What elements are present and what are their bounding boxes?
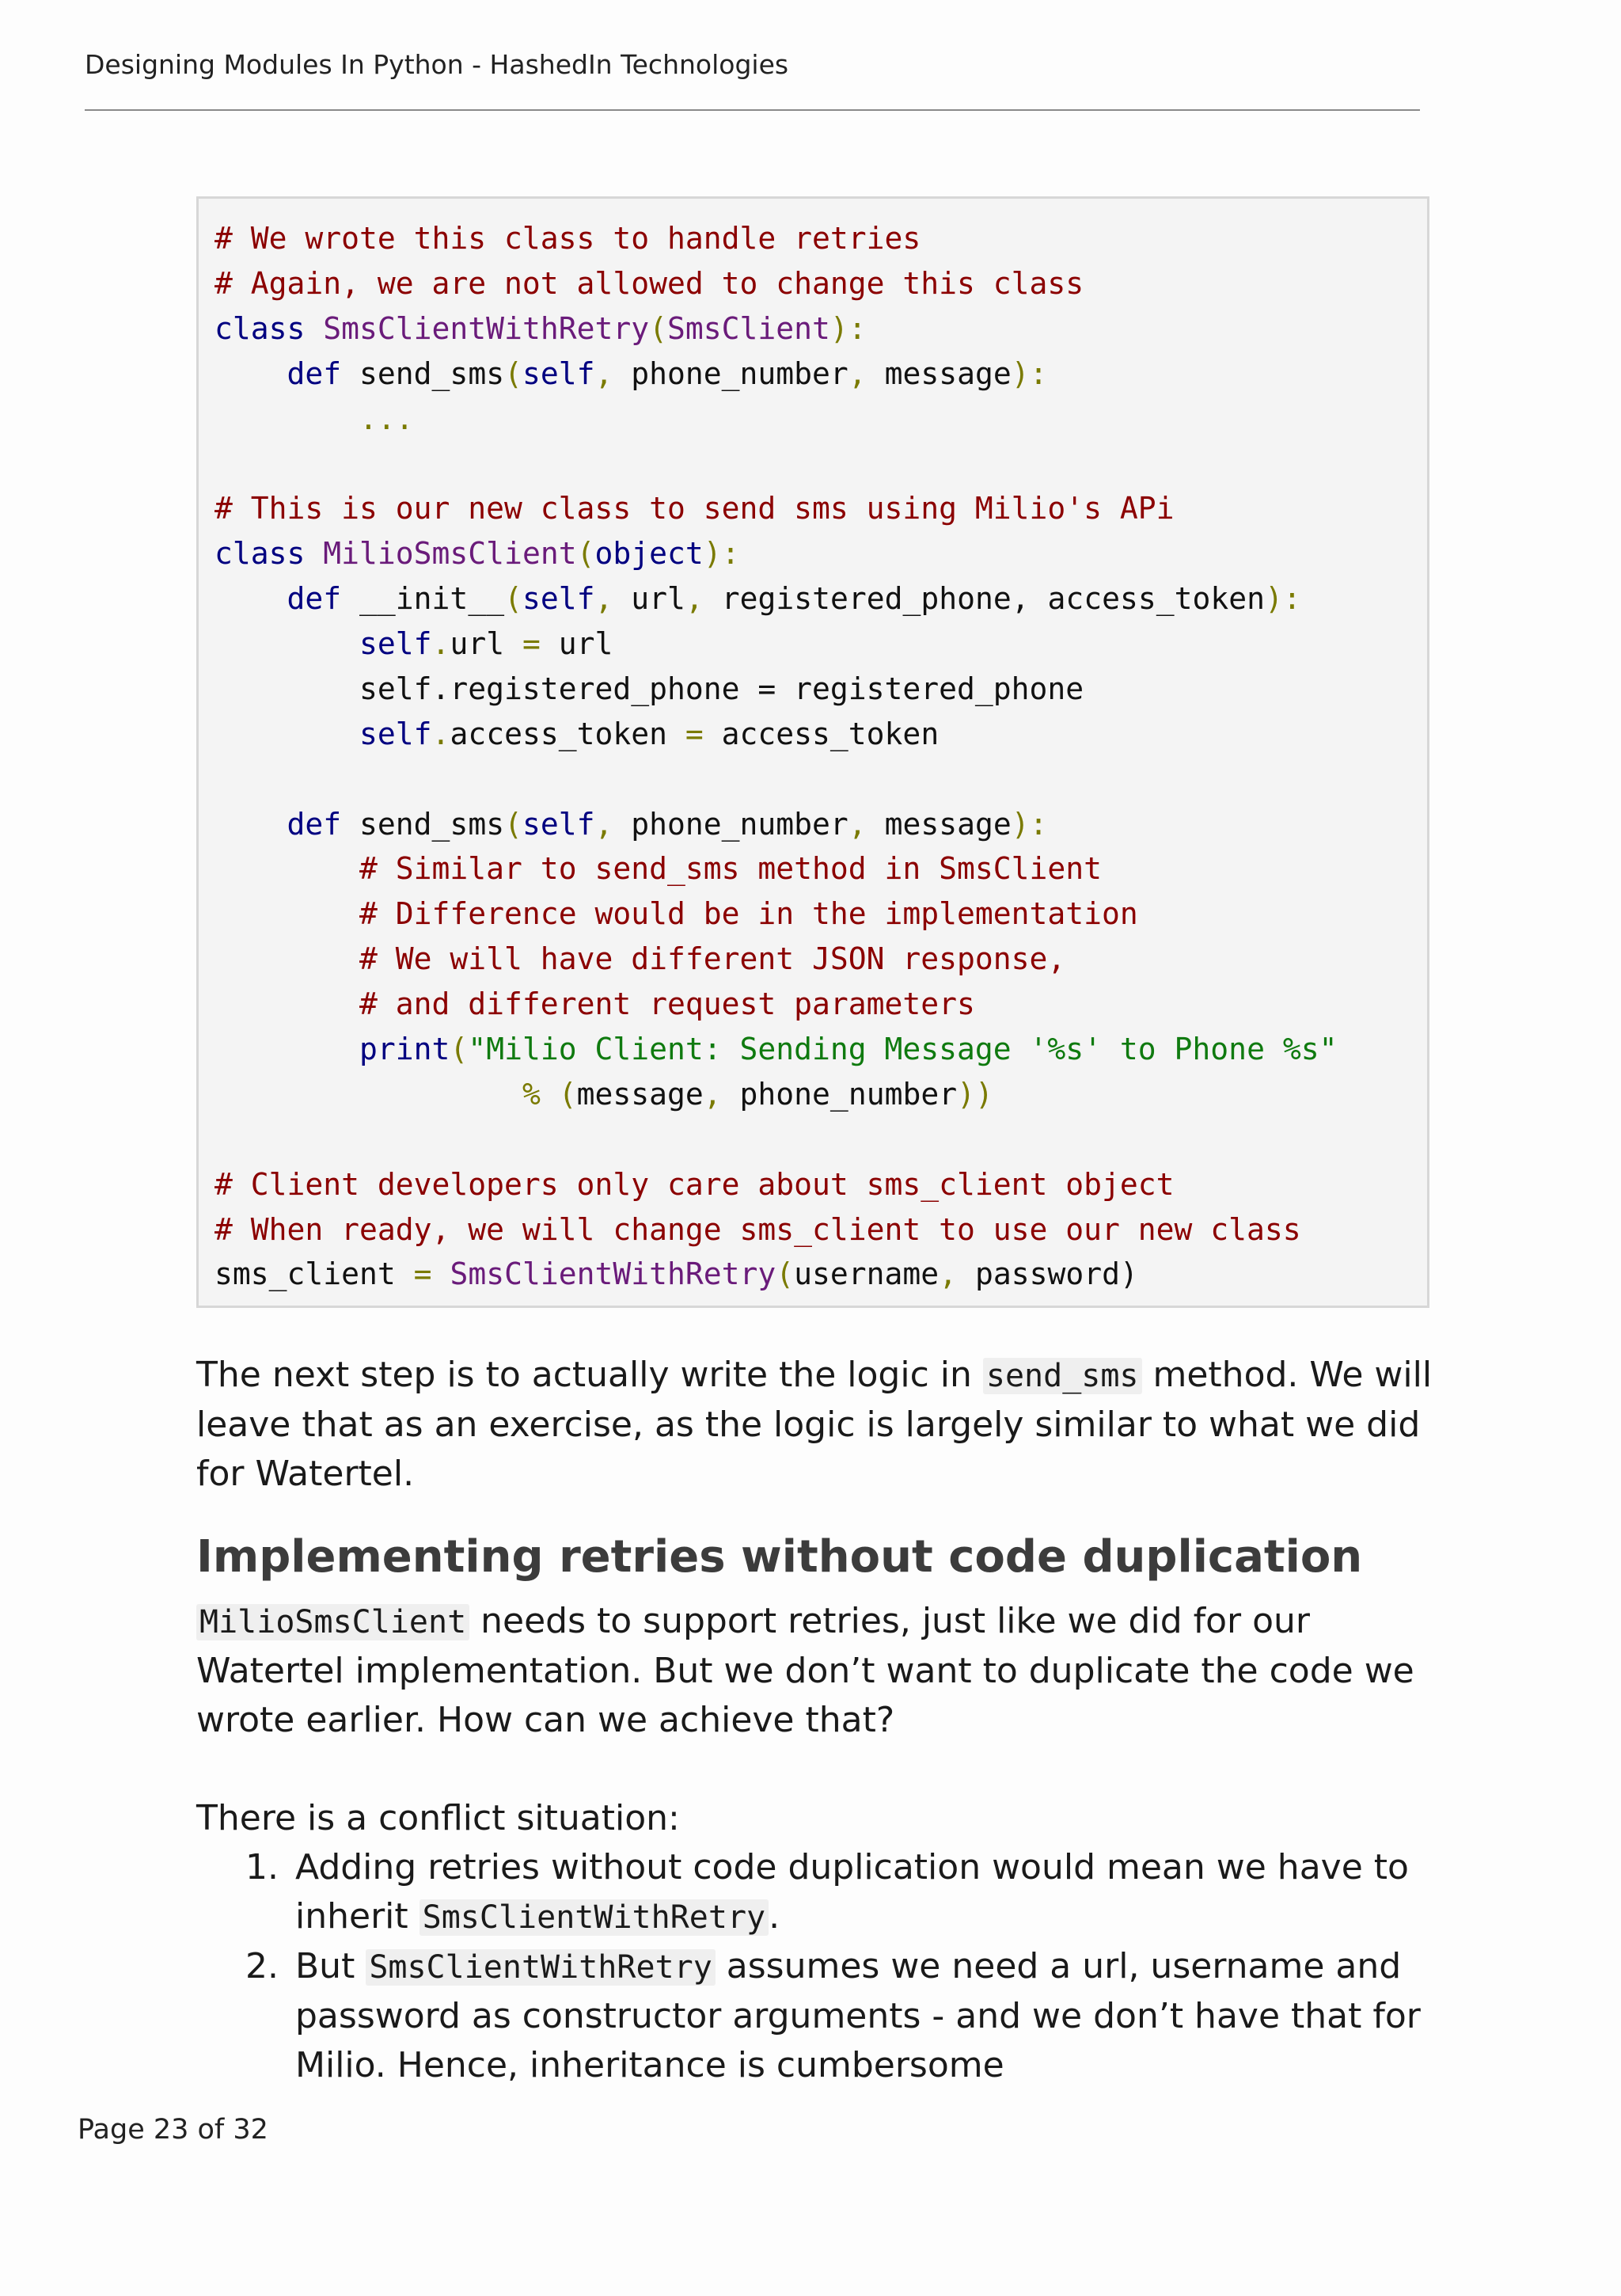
- list-item: [196, 1843, 1433, 1942]
- code-punctuation: ):: [1265, 581, 1301, 617]
- code-line: # Client developers only care about sms_client object: [214, 1166, 1175, 1202]
- code-attr: access_token: [450, 716, 667, 751]
- code-comment: # and different request parameters: [359, 986, 975, 1022]
- code-arg: message: [576, 1076, 704, 1112]
- numbered-list: [196, 1843, 1433, 2090]
- code-arg: phone_number: [631, 355, 848, 391]
- code-punctuation: (: [576, 536, 595, 572]
- code-line: [214, 667, 1427, 712]
- code-line: [214, 352, 1427, 397]
- code-class-name: SmsClientWithRetry: [450, 1256, 776, 1292]
- code-statement: self.registered_phone = registered_phone: [359, 671, 1084, 706]
- code-punctuation: ,: [594, 355, 613, 391]
- code-arg: phone_number: [739, 1076, 958, 1112]
- code-blank-line: [214, 1117, 1427, 1162]
- code-punctuation: ):: [1011, 355, 1048, 391]
- code-string: "Milio Client: Sending Message '%s' to Phone %s": [468, 1032, 1338, 1067]
- code-blank-line: [214, 441, 1427, 486]
- code-punctuation: ):: [1011, 806, 1048, 842]
- paragraph-text: method. We will leave that as an exercise, as the logic is largely similar to what we did for Watertel.: [196, 1355, 1433, 1494]
- code-function-name: send_sms: [359, 806, 505, 842]
- code-arg: message: [884, 355, 1012, 391]
- code-line: [214, 306, 1427, 352]
- code-value: url: [558, 626, 613, 662]
- code-line: [214, 1252, 1427, 1297]
- code-punctuation: (: [558, 1076, 577, 1112]
- list-item-text: .: [769, 1896, 780, 1937]
- inline-code: send_sms: [983, 1358, 1142, 1394]
- code-arg: username: [794, 1256, 940, 1292]
- code-punctuation: ,: [848, 355, 867, 391]
- code-punctuation: ):: [703, 536, 740, 572]
- code-self: self: [359, 626, 432, 662]
- header-divider: [85, 109, 1420, 111]
- code-self: self: [522, 806, 595, 842]
- code-punctuation: (: [649, 310, 667, 346]
- code-punctuation: .: [431, 716, 450, 751]
- code-operator: =: [413, 1256, 432, 1292]
- code-punctuation: ,: [685, 581, 704, 617]
- code-keyword: def: [287, 806, 342, 842]
- code-arg: url: [631, 581, 685, 617]
- code-punctuation: )): [957, 1076, 993, 1112]
- code-line: [214, 1072, 1427, 1117]
- code-line: [214, 397, 1427, 442]
- code-line: [214, 531, 1427, 576]
- inline-code: SmsClientWithRetry: [366, 1949, 715, 1986]
- code-line: # Again, we are not allowed to change this class: [214, 265, 1084, 301]
- code-arg: access_token: [1047, 581, 1266, 617]
- code-line: [214, 622, 1427, 667]
- list-number: 1.: [245, 1847, 279, 1887]
- code-value: access_token: [721, 716, 940, 751]
- paragraph: [196, 1597, 1433, 1745]
- paragraph: [196, 1351, 1433, 1499]
- code-line: # We wrote this class to handle retries: [214, 221, 921, 256]
- code-line: [214, 712, 1427, 757]
- page-number: Page 23 of 32: [78, 2114, 268, 2146]
- code-variable: sms_client: [214, 1256, 396, 1292]
- code-ellipsis: ...: [359, 401, 414, 436]
- code-keyword: class: [214, 536, 306, 572]
- list-item: [196, 1942, 1433, 2090]
- code-punctuation: (: [504, 581, 522, 617]
- code-function-name: __init__: [359, 581, 505, 617]
- code-line: # When ready, we will change sms_client to use our new class: [214, 1211, 1301, 1247]
- code-punctuation: ,: [1011, 581, 1030, 617]
- code-punctuation: (: [504, 355, 522, 391]
- code-function-name: send_sms: [359, 355, 505, 391]
- code-comment: # Similar to send_sms method in SmsClient: [359, 851, 1103, 887]
- code-operator: %: [522, 1076, 541, 1112]
- code-comment: # We will have different JSON response,: [359, 941, 1066, 977]
- code-punctuation: ,: [939, 1256, 958, 1292]
- code-punctuation: ,: [703, 1076, 722, 1112]
- code-keyword: class: [214, 310, 306, 346]
- list-item-text: assumes we need a url, username and password as constructor arguments - and we don’t have that for Milio. Hence, inheritance is cumbersome: [295, 1946, 1421, 2085]
- code-punctuation: (: [504, 806, 522, 842]
- code-self: self: [359, 716, 432, 751]
- code-punctuation: ,: [594, 806, 613, 842]
- code-block: [196, 196, 1429, 1308]
- code-base-class: SmsClient: [666, 310, 830, 346]
- inline-code: MilioSmsClient: [196, 1604, 469, 1640]
- code-attr: url: [450, 626, 505, 662]
- paragraph-text: needs to support retries, just like we did for our Watertel implementation. But we don’t want to duplicate the code we wrote earlier. How can we achieve that?: [196, 1601, 1414, 1740]
- paragraph-text: The next step is to actually write the logic in: [196, 1355, 983, 1395]
- code-blank-line: [214, 757, 1427, 802]
- code-punctuation: .: [431, 626, 450, 662]
- article-body: [196, 1351, 1433, 2090]
- section-heading: Implementing retries without code duplication: [196, 1531, 1363, 1583]
- list-number: 2.: [245, 1946, 279, 1986]
- code-arg: password: [974, 1256, 1120, 1292]
- code-class-name: SmsClientWithRetry: [323, 310, 650, 346]
- code-arg: registered_phone: [721, 581, 1012, 617]
- code-punctuation: ):: [829, 310, 867, 346]
- code-keyword: def: [287, 355, 342, 391]
- code-base-class: object: [594, 536, 704, 572]
- code-operator: =: [522, 626, 541, 662]
- list-item-text: Adding retries without code duplication would mean we have to inherit: [295, 1847, 1409, 1937]
- code-line: [214, 937, 1427, 982]
- code-keyword: def: [287, 581, 342, 617]
- code-arg: message: [884, 806, 1012, 842]
- code-function-name: print: [359, 1032, 450, 1067]
- paragraph: There is a conflict situation:: [196, 1798, 680, 1838]
- list-item-text: But: [295, 1946, 366, 1986]
- code-punctuation: (: [450, 1032, 469, 1067]
- page-header-title: Designing Modules In Python - HashedIn Technologies: [85, 49, 789, 80]
- code-line: [214, 982, 1427, 1027]
- code-punctuation: ): [1120, 1256, 1138, 1292]
- code-punctuation: ,: [848, 806, 867, 842]
- code-class-name: MilioSmsClient: [323, 536, 577, 572]
- code-comment: # Difference would be in the implementation: [359, 896, 1138, 932]
- code-line: [214, 846, 1427, 891]
- code-self: self: [522, 355, 595, 391]
- inline-code: SmsClientWithRetry: [419, 1899, 769, 1936]
- code-punctuation: (: [776, 1256, 795, 1292]
- code-line: [214, 802, 1427, 847]
- code-line: # This is our new class to send sms using Milio's APi: [214, 491, 1175, 526]
- code-operator: =: [685, 716, 704, 751]
- code-line: [214, 1027, 1427, 1072]
- code-line: [214, 576, 1427, 622]
- code-punctuation: ,: [594, 581, 613, 617]
- code-arg: phone_number: [631, 806, 848, 842]
- code-self: self: [522, 581, 595, 617]
- code-line: [214, 891, 1427, 937]
